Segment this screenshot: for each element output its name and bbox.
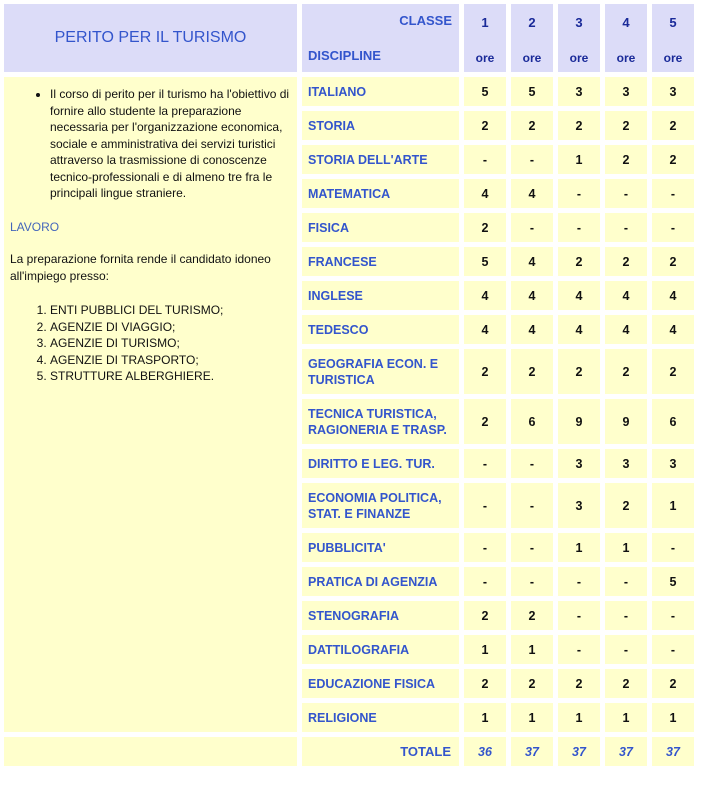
hours-cell: 9 bbox=[558, 399, 600, 444]
discipline-name: STENOGRAFIA bbox=[302, 601, 459, 630]
hours-cell: - bbox=[511, 449, 553, 478]
hours-cell: 3 bbox=[652, 77, 694, 106]
hours-cell: - bbox=[652, 179, 694, 208]
discipline-name: EDUCAZIONE FISICA bbox=[302, 669, 459, 698]
course-description-panel bbox=[4, 77, 297, 732]
hours-cell: 4 bbox=[511, 281, 553, 310]
hours-cell: 1 bbox=[511, 635, 553, 664]
discipline-name: GEOGRAFIA ECON. E TURISTICA bbox=[302, 349, 459, 394]
hours-cell: 2 bbox=[605, 145, 647, 174]
discipline-name: RELIGIONE bbox=[302, 703, 459, 732]
hours-cell: 2 bbox=[511, 669, 553, 698]
hours-cell: 6 bbox=[511, 399, 553, 444]
hours-cell: - bbox=[558, 179, 600, 208]
hours-cell: 4 bbox=[511, 247, 553, 276]
hours-cell: 4 bbox=[652, 315, 694, 344]
totale-label: TOTALE bbox=[302, 737, 459, 766]
empty-cell bbox=[4, 737, 297, 766]
hours-cell: - bbox=[605, 213, 647, 242]
hours-cell: 2 bbox=[511, 601, 553, 630]
employment-item: 3. AGENZIE DI TURISMO; bbox=[50, 335, 291, 352]
totals-row bbox=[4, 737, 694, 766]
hours-cell: 2 bbox=[511, 349, 553, 394]
hours-cell: 3 bbox=[652, 449, 694, 478]
class-number: 2 bbox=[528, 15, 536, 30]
hours-cell: 5 bbox=[511, 77, 553, 106]
hours-cell: - bbox=[511, 533, 553, 562]
hours-cell: 3 bbox=[558, 449, 600, 478]
class-header bbox=[464, 4, 506, 72]
unit-label: ore bbox=[522, 51, 542, 65]
hours-cell: 1 bbox=[605, 703, 647, 732]
discipline-label: DISCIPLINE bbox=[308, 48, 381, 63]
employment-item: 4. AGENZIE DI TRASPORTO; bbox=[50, 352, 291, 369]
hours-cell: - bbox=[464, 567, 506, 596]
hours-cell: - bbox=[511, 483, 553, 528]
classe-label: CLASSE bbox=[399, 13, 452, 28]
hours-cell: 3 bbox=[558, 77, 600, 106]
hours-cell: 1 bbox=[558, 145, 600, 174]
hours-cell: 1 bbox=[605, 533, 647, 562]
hours-cell: 2 bbox=[464, 213, 506, 242]
hours-cell: 4 bbox=[511, 179, 553, 208]
hours-cell: 2 bbox=[558, 669, 600, 698]
hours-cell: 5 bbox=[464, 77, 506, 106]
hours-cell: 4 bbox=[464, 281, 506, 310]
lavoro-heading: LAVORO bbox=[10, 219, 60, 234]
hours-cell: - bbox=[464, 145, 506, 174]
hours-cell: 2 bbox=[652, 111, 694, 140]
hours-cell: 2 bbox=[652, 669, 694, 698]
hours-cell: 2 bbox=[464, 601, 506, 630]
hours-cell: - bbox=[605, 635, 647, 664]
hours-cell: 2 bbox=[605, 669, 647, 698]
hours-cell: 2 bbox=[464, 399, 506, 444]
hours-cell: - bbox=[464, 533, 506, 562]
hours-cell: 2 bbox=[652, 247, 694, 276]
hours-cell: - bbox=[464, 483, 506, 528]
hours-cell: 4 bbox=[511, 315, 553, 344]
hours-cell: 1 bbox=[652, 703, 694, 732]
class-number: 4 bbox=[622, 15, 630, 30]
discipline-name: MATEMATICA bbox=[302, 179, 459, 208]
hours-cell: 2 bbox=[464, 349, 506, 394]
course-description: • Il corso di perito per il turismo ha l'obiettivo di fornire allo studente la preparazione necessaria per l'organizzazione economica, sociale e amministrativa dei servizi turistici attraverso la trasmissione di conoscenze tecnico-professionali e di almeno tre fra le principali lingue straniere. bbox=[50, 86, 291, 202]
employment-item: 1. ENTI PUBBLICI DEL TURISMO; bbox=[50, 302, 291, 319]
discipline-name: PUBBLICITA' bbox=[302, 533, 459, 562]
hours-cell: - bbox=[558, 213, 600, 242]
total-cell: 37 bbox=[558, 737, 600, 766]
total-cell: 37 bbox=[605, 737, 647, 766]
hours-cell: 1 bbox=[652, 483, 694, 528]
hours-cell: 4 bbox=[605, 281, 647, 310]
hours-cell: 4 bbox=[558, 281, 600, 310]
discipline-name: ITALIANO bbox=[302, 77, 459, 106]
unit-label: ore bbox=[663, 51, 683, 65]
hours-cell: 2 bbox=[652, 349, 694, 394]
class-header bbox=[511, 4, 553, 72]
hours-cell: 3 bbox=[605, 77, 647, 106]
lavoro-intro: La preparazione fornita rende il candidato idoneo all'impiego presso: bbox=[10, 252, 271, 283]
hours-cell: 5 bbox=[652, 567, 694, 596]
discipline-name: ECONOMIA POLITICA, STAT. E FINANZE bbox=[302, 483, 459, 528]
discipline-name: FISICA bbox=[302, 213, 459, 242]
hours-cell: 2 bbox=[558, 349, 600, 394]
hours-cell: 2 bbox=[605, 111, 647, 140]
page-title: PERITO PER IL TURISMO bbox=[4, 4, 297, 72]
discipline-header bbox=[302, 4, 459, 72]
class-header bbox=[558, 4, 600, 72]
hours-cell: - bbox=[605, 601, 647, 630]
hours-cell: 4 bbox=[605, 315, 647, 344]
hours-cell: 2 bbox=[558, 111, 600, 140]
description-list bbox=[10, 86, 291, 202]
unit-label: ore bbox=[569, 51, 589, 65]
hours-cell: 1 bbox=[558, 703, 600, 732]
class-number: 3 bbox=[575, 15, 583, 30]
hours-cell: - bbox=[511, 213, 553, 242]
hours-cell: 4 bbox=[464, 315, 506, 344]
discipline-name: FRANCESE bbox=[302, 247, 459, 276]
hours-cell: 6 bbox=[652, 399, 694, 444]
hours-cell: - bbox=[652, 533, 694, 562]
hours-cell: 9 bbox=[605, 399, 647, 444]
employment-item: 2. AGENZIE DI VIAGGIO; bbox=[50, 319, 291, 336]
employment-list bbox=[10, 302, 291, 385]
hours-cell: 2 bbox=[652, 145, 694, 174]
discipline-name: DIRITTO E LEG. TUR. bbox=[302, 449, 459, 478]
discipline-name: STORIA DELL'ARTE bbox=[302, 145, 459, 174]
hours-cell: 1 bbox=[558, 533, 600, 562]
discipline-name: INGLESE bbox=[302, 281, 459, 310]
class-number: 5 bbox=[669, 15, 677, 30]
hours-cell: - bbox=[511, 145, 553, 174]
hours-cell: - bbox=[558, 601, 600, 630]
hours-cell: 4 bbox=[652, 281, 694, 310]
discipline-name: STORIA bbox=[302, 111, 459, 140]
hours-cell: - bbox=[605, 179, 647, 208]
header-row bbox=[4, 4, 694, 72]
hours-cell: 3 bbox=[558, 483, 600, 528]
hours-cell: 4 bbox=[464, 179, 506, 208]
hours-cell: - bbox=[464, 449, 506, 478]
hours-cell: - bbox=[511, 567, 553, 596]
hours-cell: 2 bbox=[605, 483, 647, 528]
hours-cell: - bbox=[652, 635, 694, 664]
hours-cell: 1 bbox=[511, 703, 553, 732]
total-cell: 37 bbox=[652, 737, 694, 766]
discipline-name: TECNICA TURISTICA, RAGIONERIA E TRASP. bbox=[302, 399, 459, 444]
discipline-name: TEDESCO bbox=[302, 315, 459, 344]
hours-cell: - bbox=[558, 567, 600, 596]
hours-cell: 4 bbox=[558, 315, 600, 344]
hours-cell: 1 bbox=[464, 635, 506, 664]
unit-label: ore bbox=[616, 51, 636, 65]
hours-cell: 2 bbox=[558, 247, 600, 276]
hours-cell: 2 bbox=[511, 111, 553, 140]
hours-cell: - bbox=[605, 567, 647, 596]
discipline-name: PRATICA DI AGENZIA bbox=[302, 567, 459, 596]
hours-cell: 2 bbox=[464, 111, 506, 140]
hours-cell: 1 bbox=[464, 703, 506, 732]
class-number: 1 bbox=[481, 15, 489, 30]
discipline-name: DATTILOGRAFIA bbox=[302, 635, 459, 664]
hours-cell: - bbox=[558, 635, 600, 664]
hours-cell: 5 bbox=[464, 247, 506, 276]
hours-cell: 2 bbox=[464, 669, 506, 698]
class-header bbox=[652, 4, 694, 72]
hours-cell: - bbox=[652, 601, 694, 630]
employment-item: 5. STRUTTURE ALBERGHIERE. bbox=[50, 368, 291, 385]
hours-cell: - bbox=[652, 213, 694, 242]
total-cell: 37 bbox=[511, 737, 553, 766]
table-row bbox=[4, 77, 694, 106]
hours-cell: 2 bbox=[605, 247, 647, 276]
unit-label: ore bbox=[475, 51, 495, 65]
hours-cell: 2 bbox=[605, 349, 647, 394]
class-header bbox=[605, 4, 647, 72]
hours-cell: 3 bbox=[605, 449, 647, 478]
total-cell: 36 bbox=[464, 737, 506, 766]
